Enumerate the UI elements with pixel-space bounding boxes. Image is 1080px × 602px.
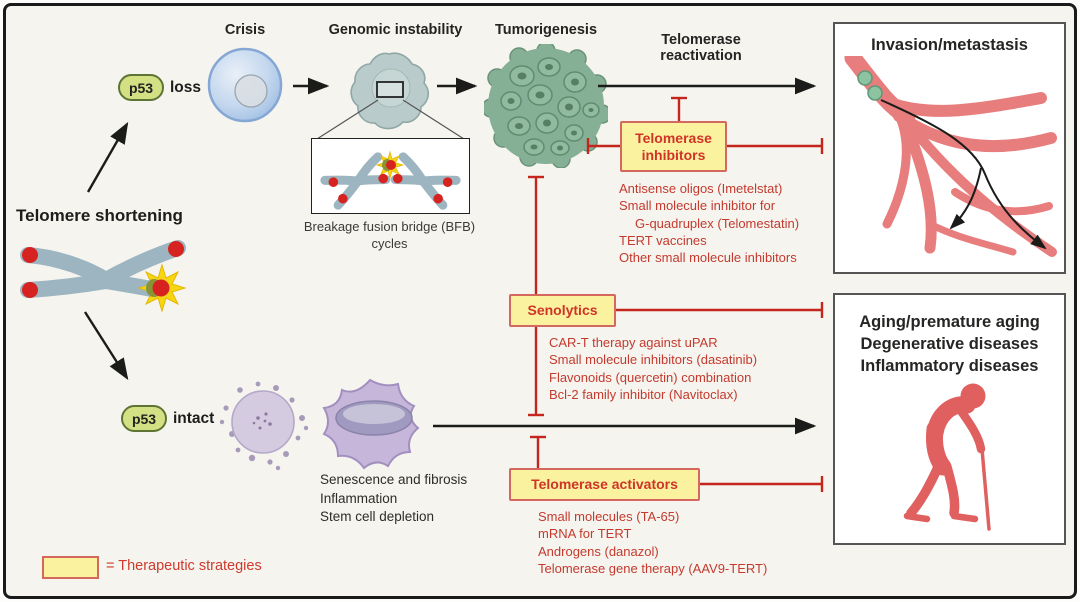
telomere-shortening-title: Telomere shortening bbox=[16, 206, 183, 225]
genomic-instability-cell-illustration bbox=[344, 46, 436, 138]
aging-box-line: Inflammatory diseases bbox=[860, 357, 1039, 375]
senescence-effect-item: Stem cell depletion bbox=[320, 509, 435, 524]
tumor-sphere-illustration bbox=[484, 44, 608, 168]
therapy-item: TERT vaccines bbox=[619, 232, 707, 248]
invasion-metastasis-box bbox=[833, 22, 1066, 274]
therapy-item: Androgens (danazol) bbox=[538, 543, 659, 559]
aging-box-line: Aging/premature aging bbox=[859, 313, 1040, 331]
telomerase-activators-list bbox=[538, 508, 767, 577]
blood-vessels-illustration bbox=[835, 56, 1064, 268]
therapy-item: Small molecule inhibitors (dasatinib) bbox=[549, 352, 758, 368]
aging-box-lines bbox=[835, 311, 1064, 377]
senescence-effects-list bbox=[320, 471, 467, 527]
bfb-zoom-rectangle bbox=[377, 82, 403, 97]
therapy-item: Flavonoids (quercetin) combination bbox=[549, 369, 752, 385]
bfb-inset-box bbox=[311, 138, 470, 214]
telomerase-reactivation-label: Telomerase reactivation bbox=[660, 32, 742, 64]
senolytics-box: Senolytics bbox=[509, 294, 616, 327]
therapy-item: Telomerase gene therapy (AAV9-TERT) bbox=[538, 560, 768, 576]
therapy-item: Other small molecule inhibitors bbox=[619, 250, 797, 266]
therapy-item: mRNA for TERT bbox=[538, 526, 632, 542]
therapy-item: Small molecules (TA-65) bbox=[538, 509, 680, 524]
elderly-person-illustration bbox=[835, 377, 1064, 537]
tumorigenesis-label: Tumorigenesis bbox=[494, 22, 598, 38]
bfb-caption: Breakage fusion bridge (BFB) cycles bbox=[303, 219, 476, 251]
senescent-cells-illustration bbox=[218, 378, 446, 478]
legend-label: = Therapeutic strategies bbox=[106, 558, 262, 574]
legend-therapy-swatch bbox=[42, 556, 99, 579]
telomerase-inhibitors-box: Telomerase inhibitors bbox=[620, 121, 727, 172]
invasion-metastasis-title: Invasion/metastasis bbox=[871, 36, 1028, 54]
aging-diseases-box bbox=[833, 293, 1066, 545]
p53-intact-state-label: intact bbox=[173, 410, 215, 427]
p53-loss-state-label: loss bbox=[170, 79, 202, 96]
aging-box-line: Degenerative diseases bbox=[860, 335, 1039, 353]
therapy-item: G-quadruplex (Telomestatin) bbox=[635, 215, 800, 231]
therapy-item: Bcl-2 family inhibitor (Navitoclax) bbox=[549, 386, 738, 402]
therapy-item: CAR-T therapy against uPAR bbox=[549, 335, 718, 350]
telomerase-activators-box: Telomerase activators bbox=[509, 468, 700, 501]
therapy-item: Antisense oligos (Imetelstat) bbox=[619, 181, 783, 196]
bfb-chromosomes-illustration bbox=[312, 139, 469, 213]
therapy-item: Small molecule inhibitor for bbox=[619, 198, 776, 214]
p53-loss-pill: p53 bbox=[118, 74, 164, 101]
senescence-effect-item: Senescence and fibrosis bbox=[320, 472, 468, 487]
genomic-instability-label: Genomic instability bbox=[328, 22, 463, 38]
senescence-effect-item: Inflammation bbox=[320, 490, 398, 506]
crisis-label: Crisis bbox=[224, 22, 266, 38]
senolytics-list bbox=[549, 334, 757, 403]
crisis-cell-illustration bbox=[206, 46, 284, 124]
p53-intact-pill: p53 bbox=[121, 405, 167, 432]
telomerase-inhibitors-list bbox=[619, 180, 799, 266]
telomere-chromosome-illustration bbox=[14, 228, 194, 328]
